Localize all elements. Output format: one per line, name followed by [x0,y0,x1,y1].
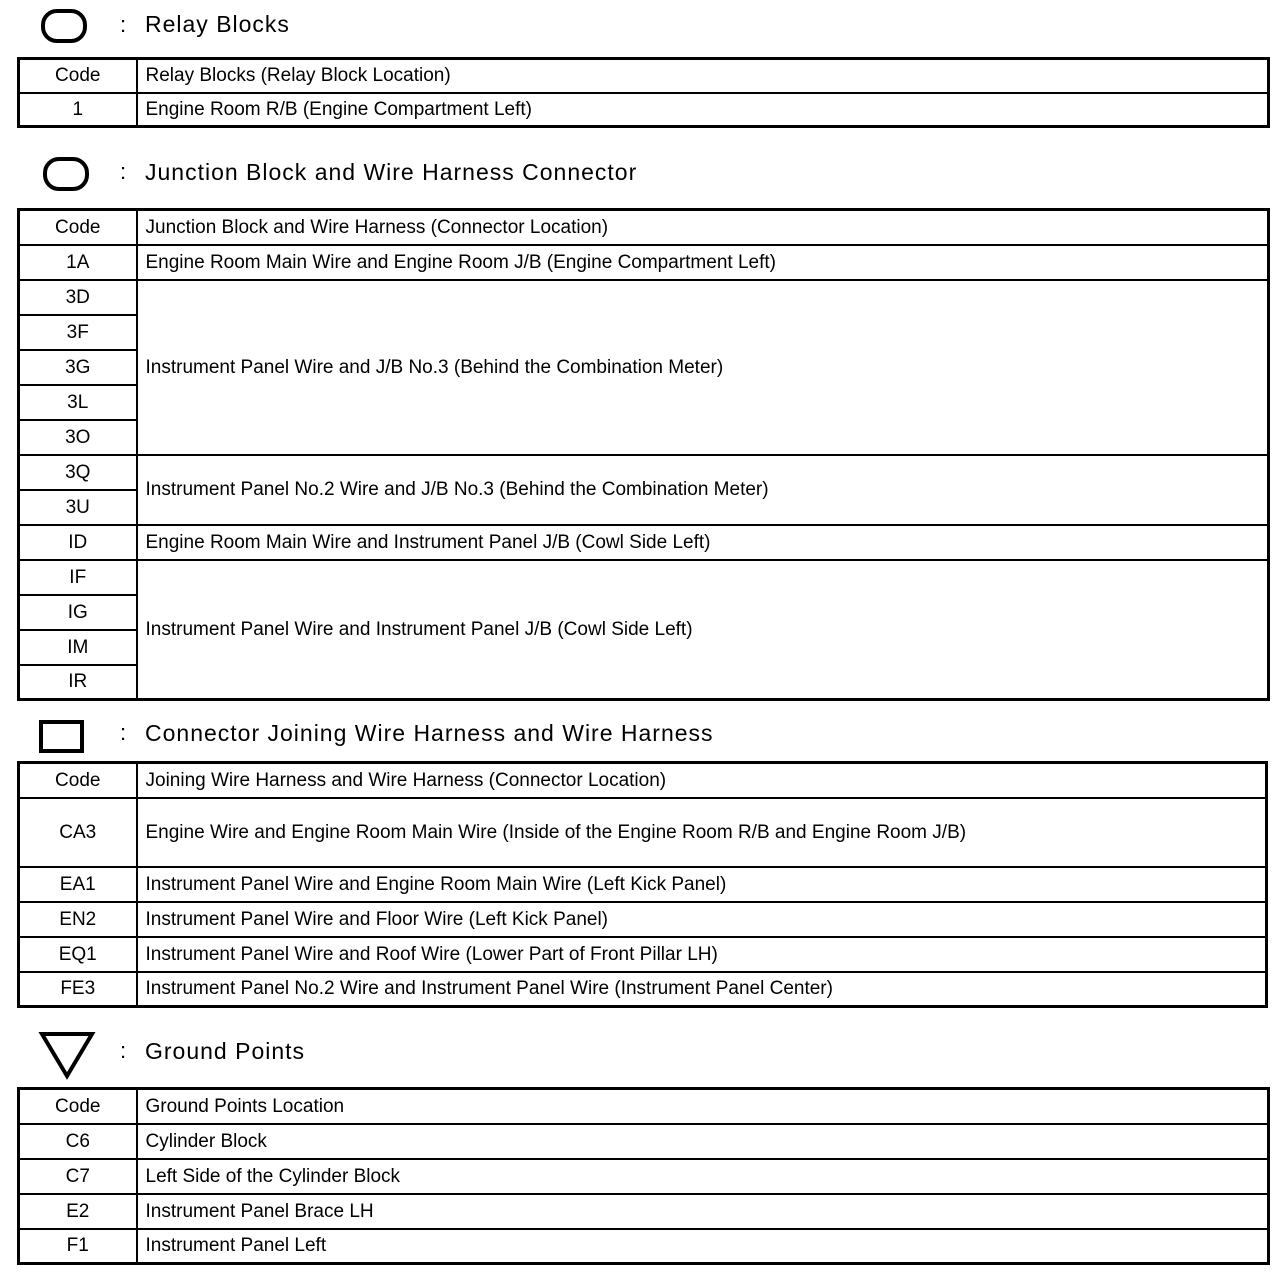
table-row [19,280,1269,315]
description-cell: Engine Room R/B (Engine Compartment Left) [137,93,1269,127]
table-row [19,1124,1269,1159]
description-cell: Instrument Panel Wire and Engine Room Main Wire (Left Kick Panel) [137,867,1267,902]
description-header: Ground Points Location [137,1089,1269,1124]
section-title: Ground Points [145,1038,306,1064]
connector-joining-table [17,761,1268,1008]
section-title: Relay Blocks [145,11,290,37]
description-cell: Engine Wire and Engine Room Main Wire (Inside of the Engine Room R/B and Engine Room J/B) [137,798,1267,867]
code-cell: EQ1 [19,937,137,972]
code-cell: C7 [19,1159,137,1194]
code-cell: 3L [19,385,137,420]
table-row [19,798,1267,867]
description-cell: Engine Room Main Wire and Instrument Panel J/B (Cowl Side Left) [137,525,1269,560]
code-cell: 3F [19,315,137,350]
description-cell: Left Side of the Cylinder Block [137,1159,1269,1194]
table-row [19,1194,1269,1229]
table-row [19,525,1269,560]
code-cell: EN2 [19,902,137,937]
code-cell: 3Q [19,455,137,490]
description-cell: Cylinder Block [137,1124,1269,1159]
table-header-row [19,1089,1269,1124]
table-row [19,1159,1269,1194]
table-row [19,93,1269,127]
colon: : [120,159,127,184]
table-row [19,867,1267,902]
code-cell: IM [19,630,137,665]
section-heading-ground-points [0,1030,1280,1080]
code-cell: 3G [19,350,137,385]
description-cell: Engine Room Main Wire and Engine Room J/B (Engine Compartment Left) [137,245,1269,280]
colon: : [120,720,127,745]
description-cell: Instrument Panel Wire and J/B No.3 (Behind the Combination Meter) [137,280,1269,455]
code-cell: 1A [19,245,137,280]
description-header: Joining Wire Harness and Wire Harness (Connector Location) [137,763,1267,798]
code-cell: ID [19,525,137,560]
section-title: Junction Block and Wire Harness Connector [145,159,638,185]
section-heading-junction-block [0,155,1280,195]
ground-points-table [17,1087,1270,1265]
table-row [19,1229,1269,1264]
description-cell: Instrument Panel Wire and Instrument Panel J/B (Cowl Side Left) [137,560,1269,700]
section-heading-relay-blocks [0,6,1280,46]
code-header: Code [19,763,137,798]
code-cell: EA1 [19,867,137,902]
rounded-box-icon [42,156,92,192]
code-cell: 3U [19,490,137,525]
code-cell: 3O [19,420,137,455]
code-cell: FE3 [19,972,137,1007]
rounded-box-icon [40,8,90,44]
table-row [19,245,1269,280]
description-cell: Instrument Panel Wire and Floor Wire (Left Kick Panel) [137,902,1267,937]
code-cell: E2 [19,1194,137,1229]
code-header: Code [19,1089,137,1124]
code-cell: IF [19,560,137,595]
colon: : [120,12,127,37]
colon: : [120,1038,127,1063]
relay-blocks-table [17,57,1270,128]
description-cell: Instrument Panel No.2 Wire and J/B No.3 (Behind the Combination Meter) [137,455,1269,525]
table-row [19,560,1269,595]
section-heading-connector-joining [0,716,1280,756]
code-cell: F1 [19,1229,137,1264]
description-cell: Instrument Panel No.2 Wire and Instrument Panel Wire (Instrument Panel Center) [137,972,1267,1007]
description-cell: Instrument Panel Wire and Roof Wire (Lower Part of Front Pillar LH) [137,937,1267,972]
section-title: Connector Joining Wire Harness and Wire Harness [145,720,714,746]
junction-block-table [17,208,1270,701]
code-header: Code [19,210,137,245]
table-row [19,937,1267,972]
table-row [19,902,1267,937]
description-header: Relay Blocks (Relay Block Location) [137,59,1269,93]
code-cell: 1 [19,93,137,127]
code-cell: IG [19,595,137,630]
description-cell: Instrument Panel Left [137,1229,1269,1264]
table-row [19,455,1269,490]
table-header-row [19,59,1269,93]
description-cell: Instrument Panel Brace LH [137,1194,1269,1229]
square-box-icon [38,719,86,755]
table-row [19,972,1267,1007]
table-header-row [19,210,1269,245]
description-header: Junction Block and Wire Harness (Connector Location) [137,210,1269,245]
code-cell: CA3 [19,798,137,867]
code-cell: IR [19,665,137,700]
code-cell: C6 [19,1124,137,1159]
triangle-down-icon [38,1030,98,1080]
table-header-row [19,763,1267,798]
code-header: Code [19,59,137,93]
code-cell: 3D [19,280,137,315]
